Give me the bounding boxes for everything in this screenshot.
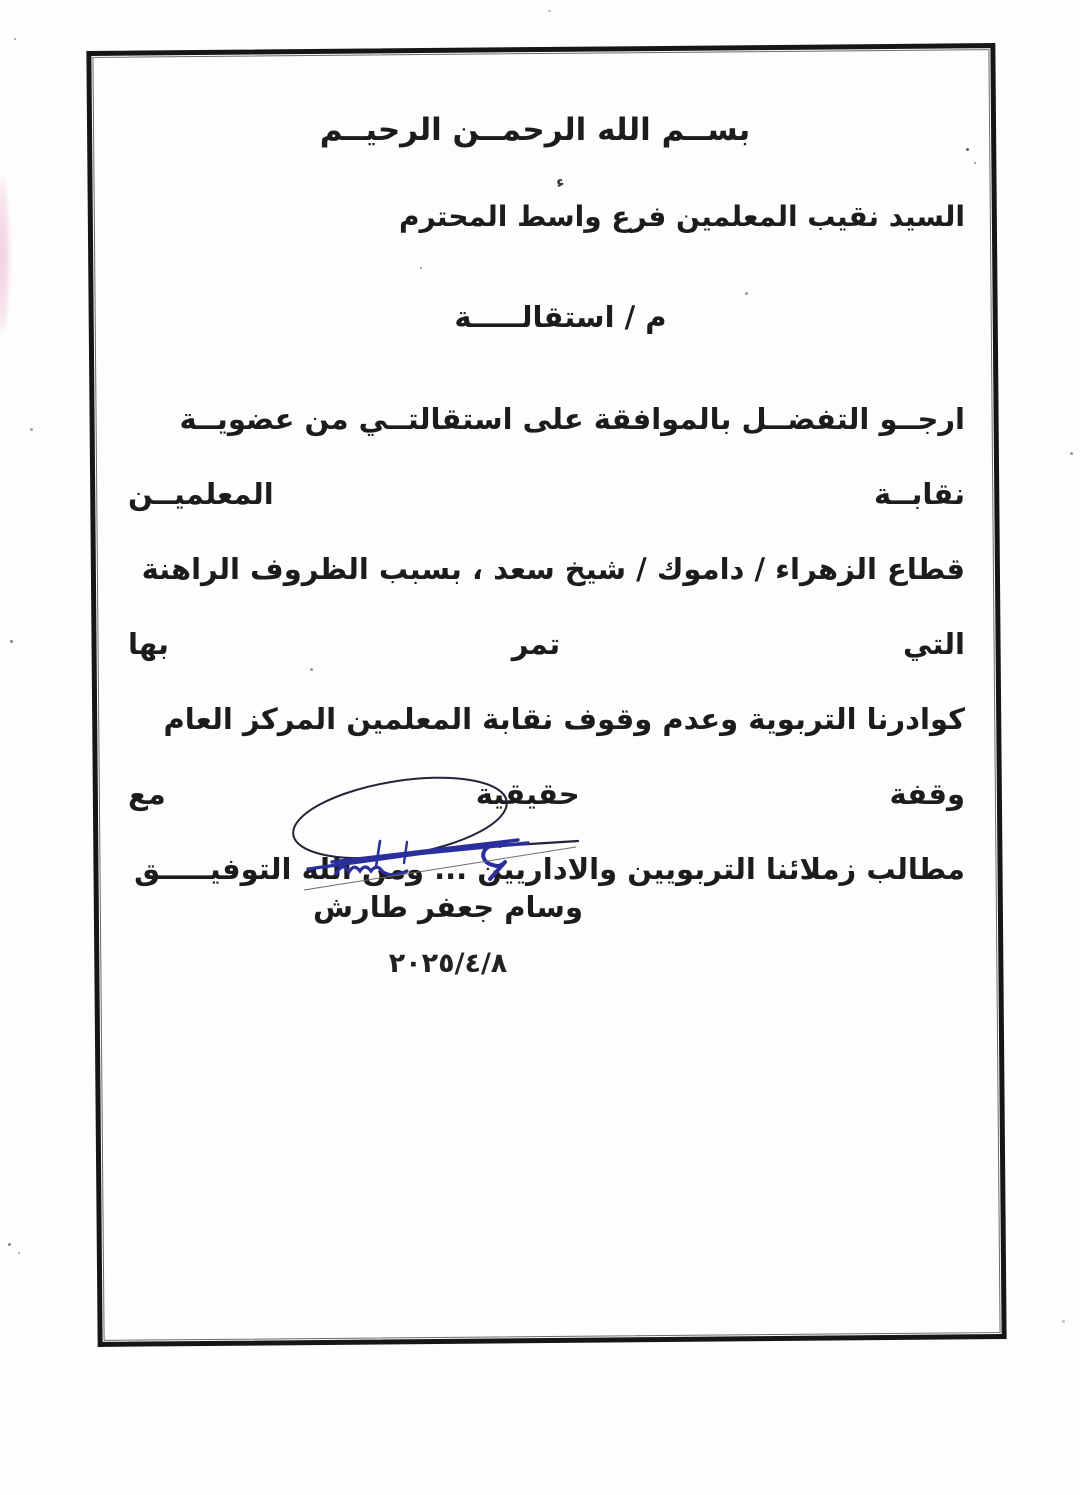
signature-block xyxy=(268,890,628,979)
scan-speck xyxy=(18,1252,20,1254)
signature-date: ٢٠٢٥/٤/٨ xyxy=(388,948,508,979)
body-line-3: كوادرنا التربوية وعدم وقوف نقابة المعلمين المركز العام وقفة حقيقية مع xyxy=(128,702,965,811)
signature-handwriting xyxy=(276,770,626,910)
scan-speck xyxy=(1062,1320,1065,1323)
bismillah-heading: بســم الله الرحمــن الرحيــم xyxy=(319,112,751,148)
subject-line: م / استقالـــــة xyxy=(454,300,667,334)
body-line-1: ارجــو التفضــل بالموافقة على استقالتــي من عضويــة نقابــة المعلميــن xyxy=(128,402,965,511)
pink-scan-smudge xyxy=(0,178,10,333)
scan-speck xyxy=(8,1243,11,1246)
scan-speck xyxy=(548,10,551,12)
scan-speck xyxy=(10,640,13,643)
scan-speck xyxy=(14,38,16,40)
scan-speck xyxy=(1070,452,1073,455)
body-line-4: مطالب زملائنا التربويين والاداريين ... ومن الله التوفيـــــق xyxy=(134,852,965,886)
signatory-name: وسام جعفر طارش xyxy=(313,890,583,924)
body-line-2: قطاع الزهراء / داموك / شيخ سعد ، بسبب الظروف الراهنة التي تمر بها xyxy=(128,552,965,661)
scan-speck xyxy=(30,428,33,431)
addressee-line: السيد نقيب المعلمين فرع واسط المحترم xyxy=(398,200,965,233)
stray-hamza-mark: ء xyxy=(554,171,566,192)
